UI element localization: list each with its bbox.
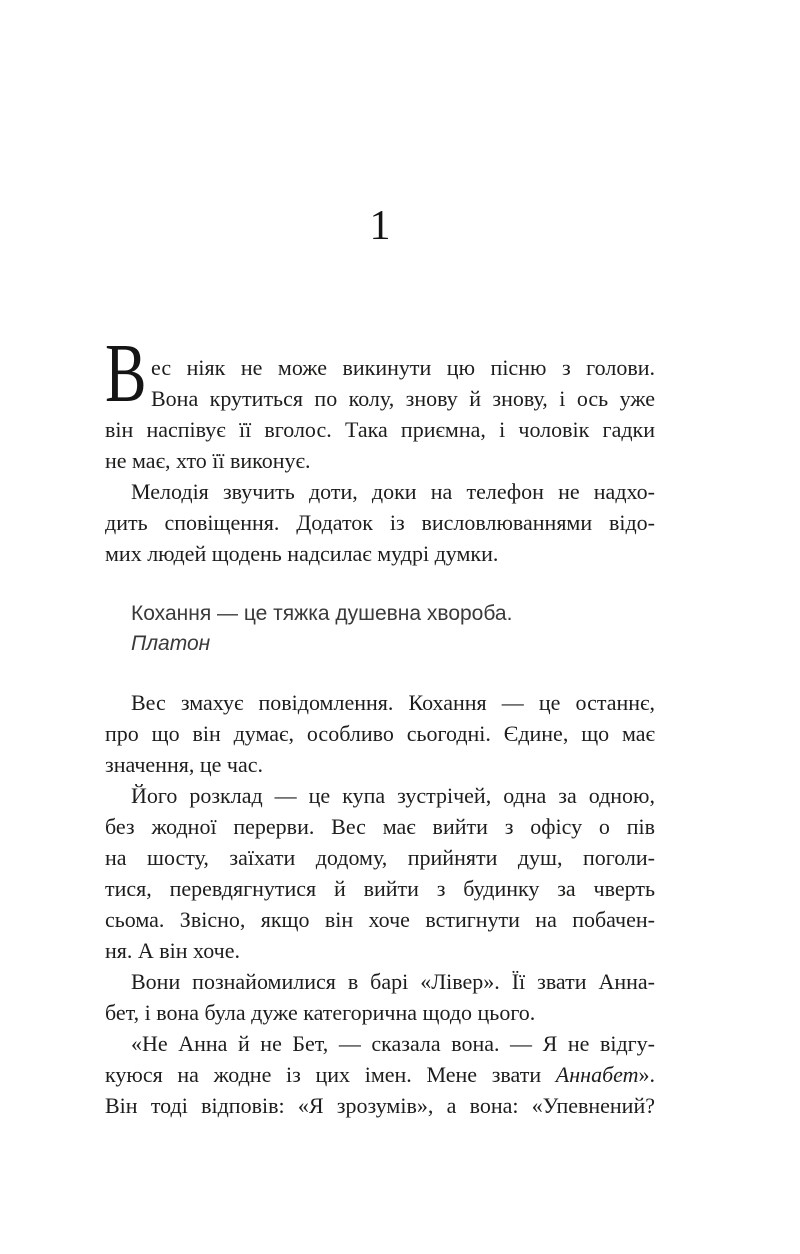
page-text bbox=[105, 327, 655, 1121]
drop-cap: В bbox=[105, 327, 147, 420]
text-line bbox=[105, 873, 655, 904]
text-segment: сьома. Звісно, якщо він хоче встигнути на побачен- bbox=[105, 907, 655, 932]
text-line bbox=[105, 1090, 655, 1121]
text-line bbox=[105, 445, 655, 476]
text-segment: на шосту, заїхати додому, прийняти душ, поголи- bbox=[105, 845, 655, 870]
text-line bbox=[105, 904, 655, 935]
text-line bbox=[105, 414, 655, 445]
paragraph bbox=[105, 476, 655, 569]
text-segment: куюся на жодне із цих імен. Мене звати bbox=[105, 1062, 556, 1087]
text-line bbox=[105, 997, 655, 1028]
text-line bbox=[105, 1059, 655, 1090]
text-line bbox=[105, 780, 655, 811]
text-segment: «Не Анна й не Бет, — сказала вона. — Я не відгу- bbox=[131, 1031, 655, 1056]
text-segment: про що він думає, особливо сьогодні. Єдине, що має bbox=[105, 721, 655, 746]
text-segment: Вона крутиться по колу, знову й знову, і ось уже bbox=[151, 386, 655, 411]
text-segment: дить сповіщення. Додаток із висловлюваннями відо- bbox=[105, 510, 655, 535]
text-segment: Вони познайомилися в барі «Лівер». Її звати Анна- bbox=[131, 969, 655, 994]
epigraph-quote bbox=[131, 599, 655, 659]
text-line bbox=[105, 476, 655, 507]
text-line bbox=[105, 687, 655, 718]
italic-text-segment: Аннабет bbox=[555, 1062, 639, 1087]
text-line bbox=[105, 383, 655, 414]
text-segment: ня. А він хоче. bbox=[105, 938, 240, 963]
text-segment: він наспівує її вголос. Така приємна, і чоловік гадки bbox=[105, 417, 655, 442]
text-segment: ес ніяк не може викинути цю пісню з голови. bbox=[151, 355, 655, 380]
text-segment: бет, і вона була дуже категорична щодо цього. bbox=[105, 1000, 536, 1025]
text-segment: значення, це час. bbox=[105, 752, 263, 777]
text-segment: Він тоді відповів: «Я зрозумів», а вона: «Упевнений? bbox=[105, 1093, 655, 1118]
text-line bbox=[105, 352, 655, 383]
text-line bbox=[131, 629, 655, 659]
text-line bbox=[105, 935, 655, 966]
text-segment: без жодної перерви. Вес має вийти з офісу о пів bbox=[105, 814, 655, 839]
text-line bbox=[105, 811, 655, 842]
text-line bbox=[105, 966, 655, 997]
text-line bbox=[105, 538, 655, 569]
text-line bbox=[105, 1028, 655, 1059]
text-segment: Мелодія звучить доти, доки на телефон не надхо- bbox=[131, 479, 655, 504]
paragraph bbox=[105, 687, 655, 780]
text-line bbox=[105, 749, 655, 780]
text-segment: не має, хто її виконує. bbox=[105, 448, 311, 473]
paragraph bbox=[105, 1028, 655, 1121]
text-segment: ». bbox=[638, 1062, 655, 1087]
text-line bbox=[105, 842, 655, 873]
chapter-number: 1 bbox=[369, 203, 391, 249]
text-line bbox=[105, 507, 655, 538]
text-segment: Вес змахує повідомлення. Кохання — це останнє, bbox=[131, 690, 655, 715]
paragraph bbox=[105, 780, 655, 966]
italic-text-segment: Платон bbox=[131, 632, 211, 655]
text-segment: Кохання — це тяжка душевна хвороба. bbox=[131, 602, 513, 625]
text-line bbox=[131, 599, 655, 629]
text-segment: тися, перевдягнутися й вийти з будинку за чверть bbox=[105, 876, 655, 901]
paragraph bbox=[105, 327, 655, 476]
text-segment: мих людей щодень надсилає мудрі думки. bbox=[105, 541, 499, 566]
text-segment: Його розклад — це купа зустрічей, одна за одною, bbox=[131, 783, 655, 808]
text-line bbox=[105, 718, 655, 749]
paragraph bbox=[105, 966, 655, 1028]
